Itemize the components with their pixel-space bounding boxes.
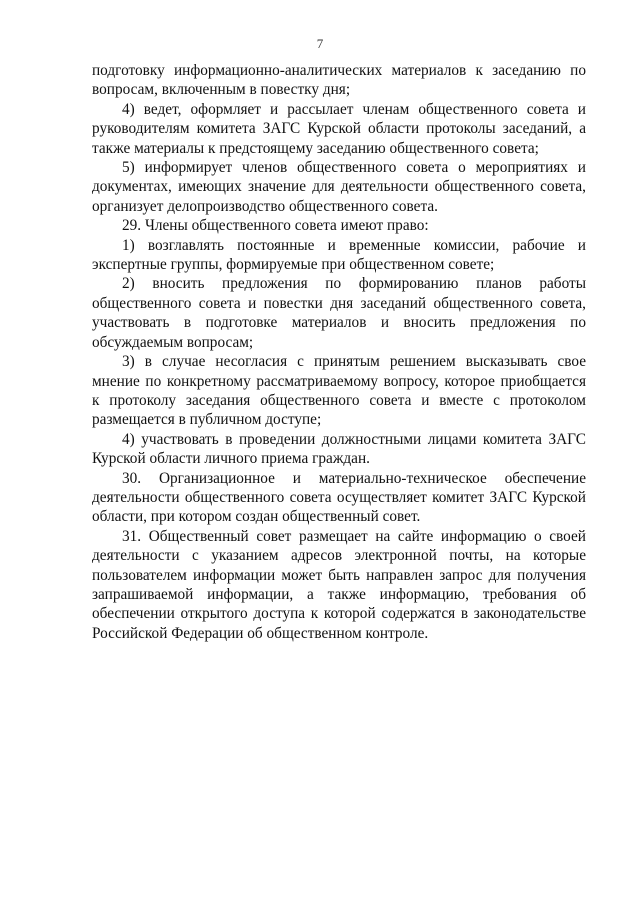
paragraph-right-1: 1) возглавлять постоянные и временные комиссии, рабочие и экспертные группы, формируемые при общественном совете;	[92, 236, 586, 274]
page-number: 7	[316, 36, 324, 51]
paragraph-item-4: 4) ведет, оформляет и рассылает членам общественного совета и руководителям комитета ЗАГС Курской области протоколы заседаний, а также материалы к предстоящему заседанию общественного совета;	[92, 100, 586, 157]
document-body	[92, 61, 586, 643]
paragraph-right-2: 2) вносить предложения по формированию планов работы общественного совета и повестки дня заседаний общественного совета, участвовать в подготовке материалов и вносить предложения по обсуждаемым вопросам;	[92, 275, 586, 351]
paragraph-right-4: 4) участвовать в проведении должностными лицами комитета ЗАГС Курской области личного приема граждан.	[92, 430, 586, 468]
paragraph-continuation: подготовку информационно-аналитических материалов к заседанию по вопросам, включенным в повестку дня;	[92, 62, 586, 99]
paragraph-item-5: 5) информирует членов общественного совета о мероприятиях и документах, имеющих значение для деятельности общественного совета, организует делопроизводство общественного совета.	[92, 159, 586, 215]
paragraph-section-29: 29. Члены общественного совета имеют право:	[122, 217, 429, 235]
paragraph-section-31: 31. Общественный совет размещает на сайте информацию о своей деятельности с указанием адресов электронной почты, на которые пользователем информации может быть направлен запрос для получения запрашиваемой информации, а также информацию, требования об обеспечении открытого доступа к которой содержатся в законодательстве Российской Федерации об общественном контроле.	[92, 527, 586, 642]
paragraph-right-3: 3) в случае несогласия с принятым решением высказывать свое мнение по конкретному рассматриваемому вопросу, которое приобщается к протоколу заседания общественного совета и вместе с протоколом размещается в публичном доступе;	[92, 353, 586, 429]
paragraph-section-30: 30. Организационное и материально-техническое обеспечение деятельности общественного совета осуществляет комитет ЗАГС Курской области, при котором создан общественный совет.	[92, 469, 586, 526]
